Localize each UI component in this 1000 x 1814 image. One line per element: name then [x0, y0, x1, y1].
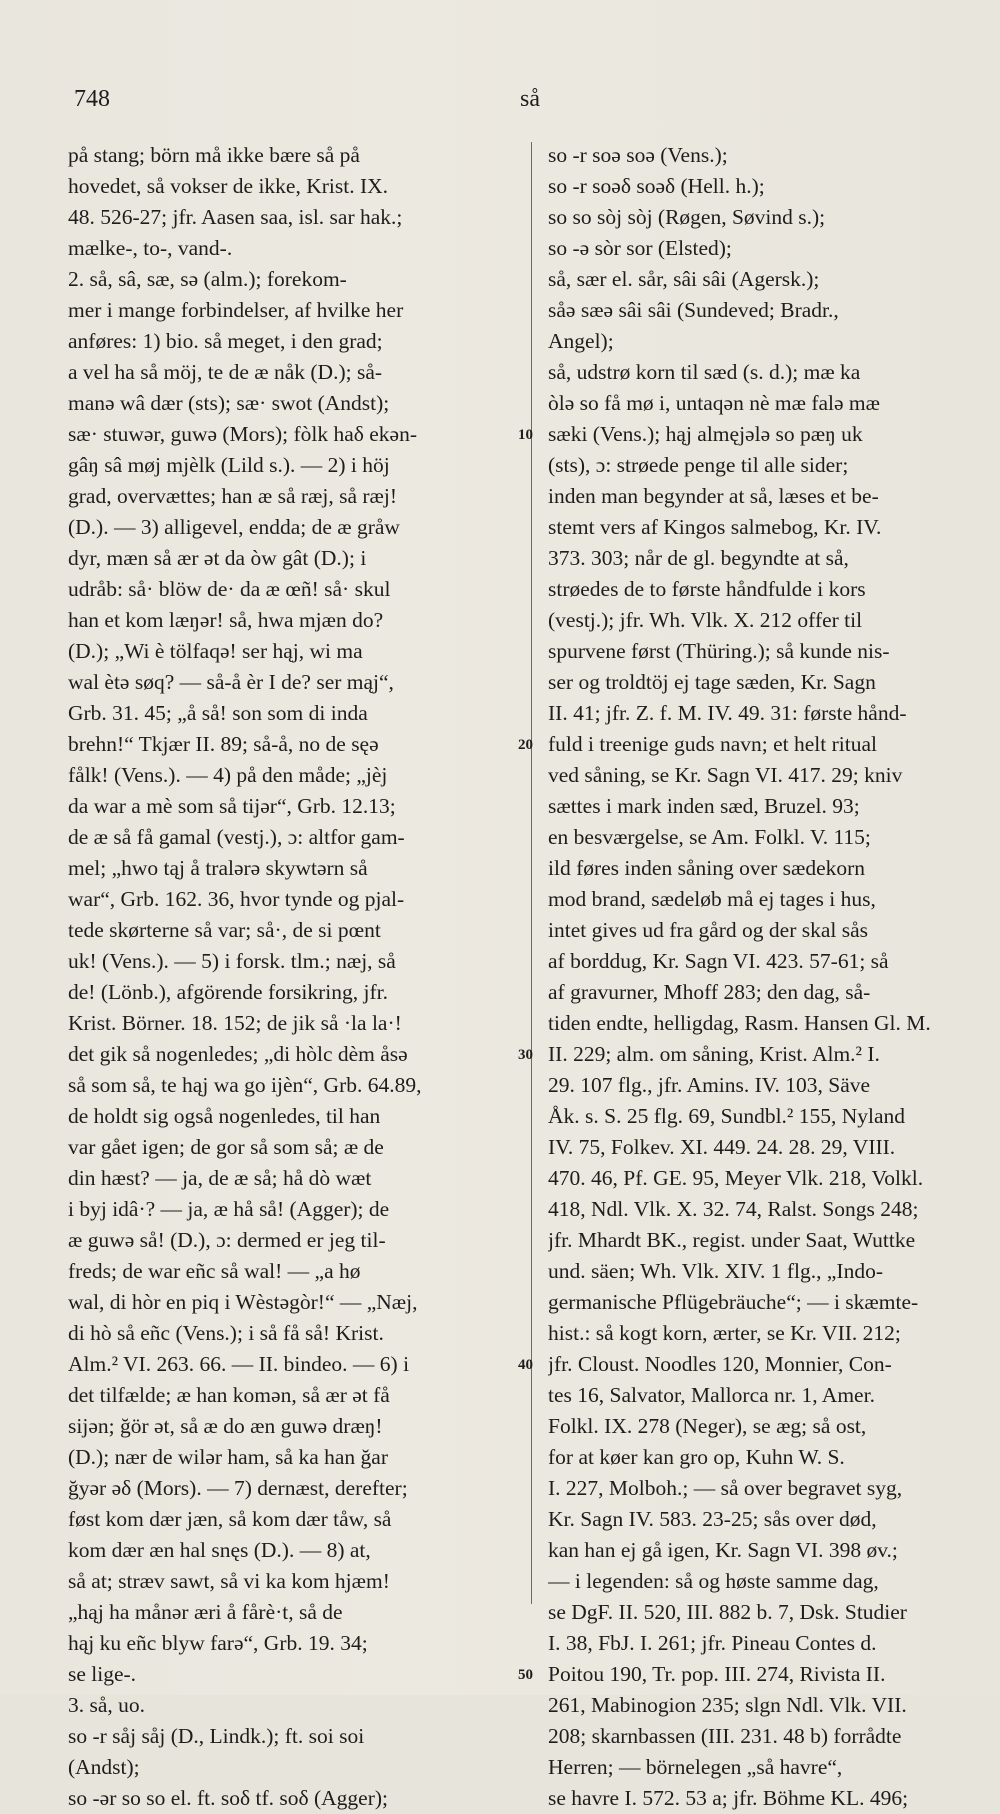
text-line: germanische Pflügebräuche“; — i skæmte-	[548, 1290, 919, 1314]
text-line: mel; „hwo tąj å tralərə skywtərn så	[68, 856, 368, 880]
text-line: kom dær æn hal snęs (D.). — 8) at,	[68, 1538, 371, 1562]
text-line: det gik så nogenledes; „di hòlc dèm åsə	[68, 1042, 408, 1066]
text-line: var gået igen; de gor så som så; æ de	[68, 1135, 384, 1159]
text-line: wal, di hòr en piq i Wèstəgòr!“ — „Næj,	[68, 1290, 418, 1314]
text-line: Kr. Sagn IV. 583. 23-25; sås over død,	[548, 1507, 877, 1531]
text-line: Poitou 190, Tr. pop. III. 274, Rivista II.	[548, 1662, 886, 1686]
text-line: (D.). — 3) alligevel, endda; de æ gråw	[68, 515, 400, 539]
text-line: 48. 526-27; jfr. Aasen saa, isl. sar hak.;	[68, 205, 403, 229]
text-line: I. 38, FbJ. I. 261; jfr. Pineau Contes d.	[548, 1631, 877, 1655]
text-line: stemt vers af Kingos salmebog, Kr. IV.	[548, 515, 882, 539]
line-number: 20	[518, 737, 533, 753]
text-line: fålk! (Vens.). — 4) på den måde; „jèj	[68, 763, 388, 787]
text-line: 208; skarnbassen (III. 231. 48 b) forrådte	[548, 1724, 902, 1748]
text-line: 418, Ndl. Vlk. X. 32. 74, Ralst. Songs 248;	[548, 1197, 919, 1221]
text-line: anføres: 1) bio. så meget, i den grad;	[68, 329, 383, 353]
text-line: (vestj.); jfr. Wh. Vlk. X. 212 offer til	[548, 608, 863, 632]
text-line: 470. 46, Pf. GE. 95, Meyer Vlk. 218, Volkl.	[548, 1166, 924, 1190]
text-line: strøedes de to første håndfulde i kors	[548, 577, 866, 601]
text-line: so -r soəδ soəδ (Hell. h.);	[548, 174, 765, 198]
text-line: fuld i treenige guds navn; et helt ritual	[548, 732, 877, 756]
text-line: så, udstrø korn til sæd (s. d.); mæ ka	[548, 360, 861, 384]
text-line: 29. 107 flg., jfr. Amins. IV. 103, Säve	[548, 1073, 871, 1097]
text-line: uk! (Vens.). — 5) i forsk. tlm.; næj, så	[68, 949, 396, 973]
text-line: Angel);	[548, 329, 614, 353]
text-line: òlə so få mø i, untaqən nè mæ falə mæ	[548, 391, 880, 415]
text-line: (D.); nær de wilər ham, så ka han ğar	[68, 1445, 389, 1469]
text-line: inden man begynder at så, læses et be-	[548, 484, 879, 508]
text-line: tes 16, Salvator, Mallorca nr. 1, Amer.	[548, 1383, 875, 1407]
text-line: så som så, te hąj wa go ijèn“, Grb. 64.89,	[68, 1073, 422, 1097]
text-line: sæ· stuwər, guwə (Mors); fòlk haδ ekən-	[68, 422, 418, 446]
text-line: so so sòj sòj (Røgen, Søvind s.);	[548, 205, 826, 229]
text-line: und. säen; Wh. Vlk. XIV. 1 flg., „Indo-	[548, 1259, 884, 1283]
text-line: føst kom dær jæn, så kom dær tåw, så	[68, 1507, 392, 1531]
line-number: 40	[518, 1357, 533, 1373]
text-line: mer i mange forbindelser, af hvilke her	[68, 298, 404, 322]
text-line: de æ så få gamal (vestj.), ɔ: altfor gam-	[68, 825, 405, 849]
text-line: jfr. Cloust. Noodles 120, Monnier, Con-	[548, 1352, 892, 1376]
text-line: en besværgelse, se Am. Folkl. V. 115;	[548, 825, 871, 849]
text-line: II. 41; jfr. Z. f. M. IV. 49. 31: første hånd-	[548, 701, 907, 725]
text-line: tede skørterne så var; så·, de si pœnt	[68, 918, 381, 942]
column-divider	[531, 142, 532, 1604]
text-line: Krist. Börner. 18. 152; de jik så ·la la·!	[68, 1011, 402, 1035]
text-line: (sts), ɔ: strøede penge til alle sider;	[548, 453, 849, 477]
text-line: so -r såj såj (D., Lindk.); ft. soi soi	[68, 1724, 365, 1748]
text-line: so -ər so so el. ft. soδ tf. soδ (Agger);	[68, 1786, 389, 1810]
text-line: intet gives ud fra gård og der skal sås	[548, 918, 869, 942]
text-line: brehn!“ Tkjær II. 89; så-å, no de sęə	[68, 732, 379, 756]
text-line: Alm.² VI. 263. 66. — II. bindeo. — 6) i	[68, 1352, 410, 1376]
text-line: Åk. s. S. 25 flg. 69, Sundbl.² 155, Nyland	[548, 1104, 906, 1128]
text-line: så, sær el. sår, sâi sâi (Agersk.);	[548, 267, 820, 291]
text-line: mælke-, to-, vand-.	[68, 236, 233, 260]
text-line: udråb: så· blöw de· da æ œñ! så· skul	[68, 577, 391, 601]
text-line: tiden endte, helligdag, Rasm. Hansen Gl. M.	[548, 1011, 931, 1035]
line-number: 10	[518, 427, 533, 443]
text-line: „hąj ha månər æri å fårè·t, så de	[68, 1600, 343, 1624]
text-line: wal ètə søq? — så-å èr I de? ser mąj“,	[68, 670, 394, 694]
text-line: de holdt sig også nogenledes, til han	[68, 1104, 381, 1128]
text-line: a vel ha så möj, te de æ nåk (D.); så-	[68, 360, 383, 384]
text-line: I. 227, Molboh.; — så over begravet syg,	[548, 1476, 903, 1500]
text-line: 261, Mabinogion 235; slgn Ndl. Vlk. VII.	[548, 1693, 907, 1717]
text-line: sættes i mark inden sæd, Bruzel. 93;	[548, 794, 860, 818]
text-line: so -r soə soə (Vens.);	[548, 143, 728, 167]
text-line: se DgF. II. 520, III. 882 b. 7, Dsk. Studier	[548, 1600, 907, 1624]
text-line: — i legenden: så og høste samme dag,	[548, 1569, 879, 1593]
text-line: af borddug, Kr. Sagn VI. 423. 57-61; så	[548, 949, 889, 973]
text-line: da war a mè som så tijər“, Grb. 12.13;	[68, 794, 396, 818]
text-line: Herren; — börnelegen „så havre“,	[548, 1755, 843, 1779]
text-line: ild føres inden såning over sædekorn	[548, 856, 866, 880]
text-line: Folkl. IX. 278 (Neger), se æg; så ost,	[548, 1414, 867, 1438]
text-line: sæki (Vens.); hąj almęjələ so pæŋ uk	[548, 422, 863, 446]
text-line: war“, Grb. 162. 36, hvor tynde og pjal-	[68, 887, 405, 911]
text-line: sijən; ğör ət, så æ do æn guwə dræŋ!	[68, 1414, 383, 1438]
text-line: manə wâ dær (sts); sæ· swot (Andst);	[68, 391, 390, 415]
text-line: de! (Lönb.), afgörende forsikring, jfr.	[68, 980, 389, 1004]
line-number: 50	[518, 1667, 533, 1683]
page-number: 748	[74, 86, 110, 112]
running-head: så	[520, 86, 540, 112]
text-line: Grb. 31. 45; „å så! son som di inda	[68, 701, 368, 725]
text-line: hąj ku eñc blyw farə“, Grb. 19. 34;	[68, 1631, 368, 1655]
line-number: 30	[518, 1047, 533, 1063]
text-line: det tilfælde; æ han komən, så ær ət få	[68, 1383, 390, 1407]
text-line: for at køer kan gro op, Kuhn W. S.	[548, 1445, 845, 1469]
text-line: ğyər əδ (Mors). — 7) dernæst, derefter;	[68, 1476, 408, 1500]
text-line: 2. så, sâ, sæ, sə (alm.); forekom-	[68, 267, 347, 291]
text-line: han et kom læŋər! så, hwa mjæn do?	[68, 608, 384, 632]
text-line: ser og troldtöj ej tage sæden, Kr. Sagn	[548, 670, 876, 694]
text-line: (D.); „Wi è tölfaqə! ser hąj, wi ma	[68, 639, 363, 663]
text-line: grad, overvættes; han æ så ræj, så ræj!	[68, 484, 398, 508]
text-line: di hò så eñc (Vens.); i så få så! Krist.	[68, 1321, 384, 1345]
text-line: af gravurner, Mhoff 283; den dag, så-	[548, 980, 871, 1004]
text-line: so -ə sòr sor (Elsted);	[548, 236, 732, 260]
text-line: kan han ej gå igen, Kr. Sagn VI. 398 øv.;	[548, 1538, 898, 1562]
text-line: jfr. Mhardt BK., regist. under Saat, Wuttke	[548, 1228, 916, 1252]
text-line: freds; de war eñc så wal! — „a hø	[68, 1259, 361, 1283]
text-line: så at; stræv sawt, så vi ka kom hjæm!	[68, 1569, 390, 1593]
text-line: på stang; börn må ikke bære så på	[68, 143, 360, 167]
text-line: mod brand, sædeløb må ej tages i hus,	[548, 887, 876, 911]
text-line: (Andst);	[68, 1755, 140, 1779]
text-line: såə sæə sâi sâi (Sundeved; Bradr.,	[548, 298, 839, 322]
text-line: se havre I. 572. 53 a; jfr. Böhme KL. 496;	[548, 1786, 909, 1810]
text-line: hovedet, så vokser de ikke, Krist. IX.	[68, 174, 389, 198]
right-column	[548, 140, 968, 1814]
left-column	[68, 140, 516, 1814]
text-line: ved såning, se Kr. Sagn VI. 417. 29; kniv	[548, 763, 903, 787]
text-line: II. 229; alm. om såning, Krist. Alm.² I.	[548, 1042, 880, 1066]
text-line: 373. 303; når de gl. begyndte at så,	[548, 546, 849, 570]
text-line: i byj idâ·? — ja, æ hå så! (Agger); de	[68, 1197, 390, 1221]
text-line: spurvene først (Thüring.); så kunde nis-	[548, 639, 890, 663]
text-line: gâŋ sâ møj mjèlk (Lild s.). — 2) i höj	[68, 453, 390, 477]
text-line: se lige-.	[68, 1662, 137, 1686]
text-line: IV. 75, Folkev. XI. 449. 24. 28. 29, VIII.	[548, 1135, 896, 1159]
text-line: dyr, mæn så ær ət da òw gât (D.); i	[68, 546, 367, 570]
text-line: æ guwə så! (D.), ɔ: dermed er jeg til-	[68, 1228, 386, 1252]
text-line: din hæst? — ja, de æ så; hå dò wæt	[68, 1166, 372, 1190]
text-line: 3. så, uo.	[68, 1693, 146, 1717]
text-line: hist.: så kogt korn, ærter, se Kr. VII. 212;	[548, 1321, 901, 1345]
